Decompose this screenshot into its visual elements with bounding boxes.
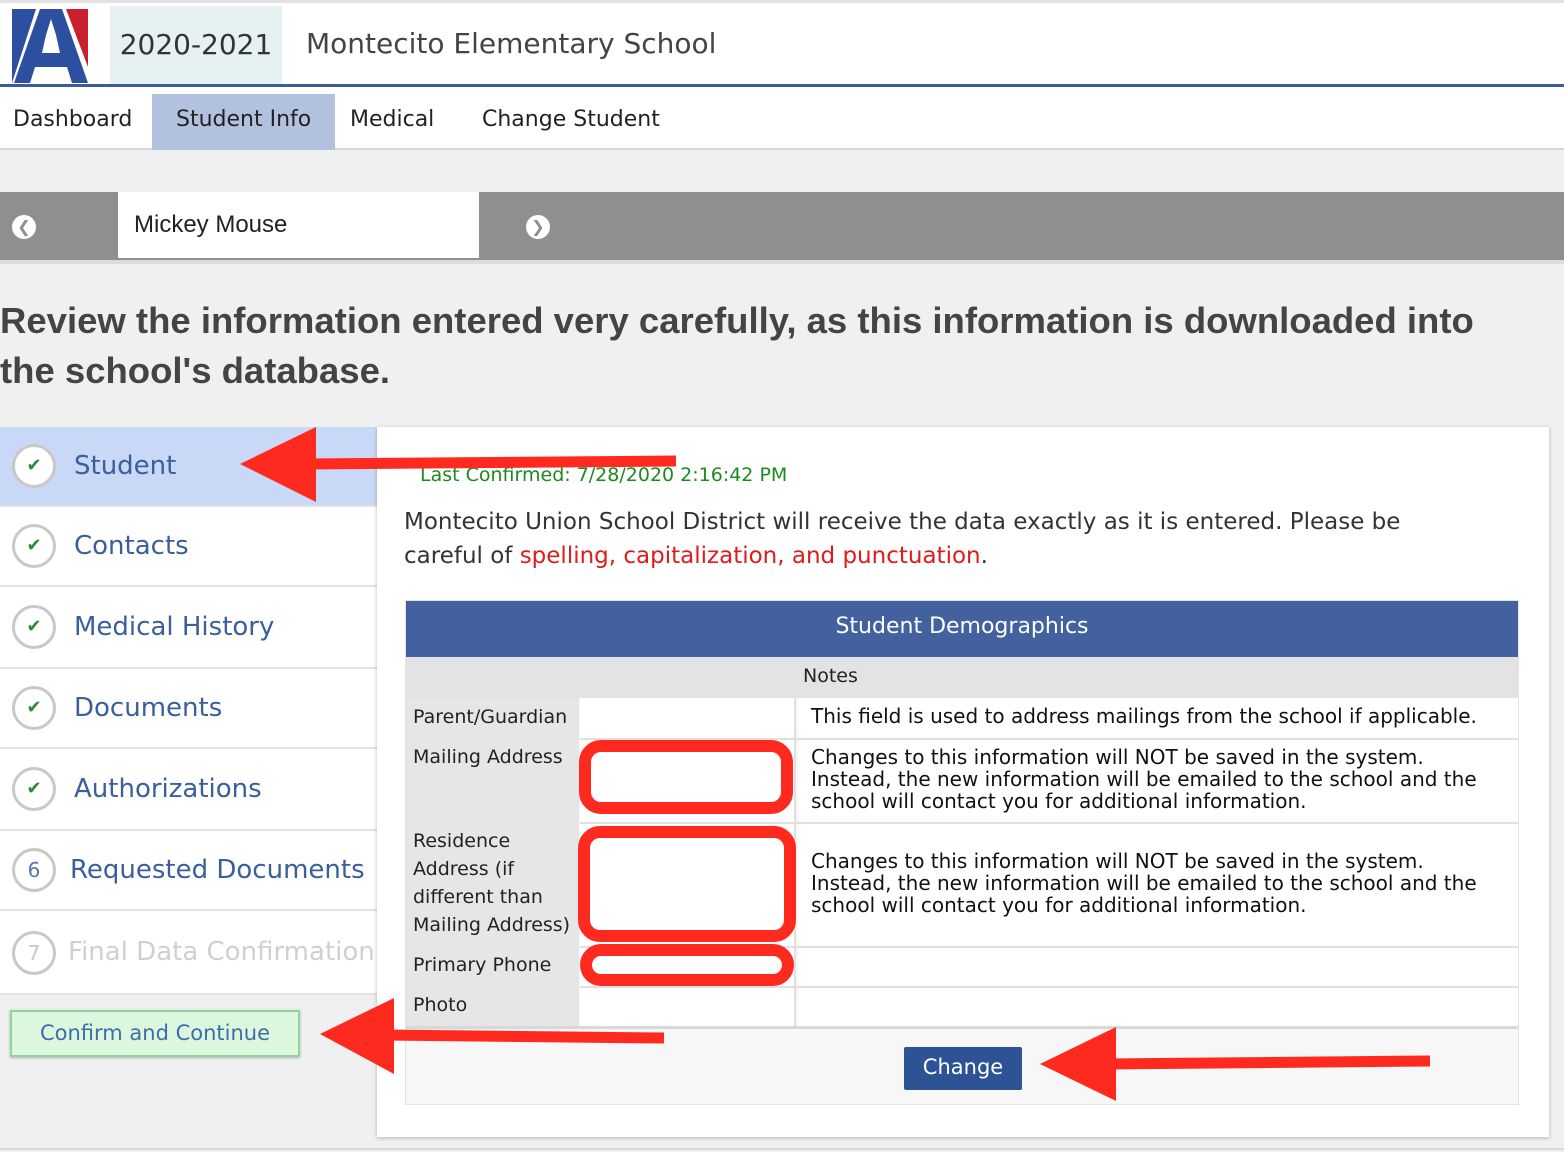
aeries-logo-icon[interactable]	[10, 7, 90, 83]
page-instructions: Review the information entered very carefully, as this information is downloaded into the school's database.	[0, 300, 1474, 391]
value-parent-guardian	[580, 698, 796, 738]
row-label-photo: Photo	[413, 994, 468, 1016]
student-name-dropdown[interactable]: Mickey Mouse	[118, 192, 479, 258]
step-student[interactable]	[0, 427, 379, 507]
school-name: Montecito Elementary School	[306, 27, 717, 60]
notes-column-header: Notes	[803, 665, 858, 687]
step-label: Medical History	[74, 612, 275, 642]
confirm-and-continue-button[interactable]: Confirm and Continue	[10, 1010, 300, 1057]
row-label-mailing-address: Mailing Address	[413, 746, 563, 768]
value-photo	[580, 988, 796, 1026]
intro-warning: spelling, capitalization, and punctuation	[519, 543, 981, 569]
main-nav	[0, 87, 1564, 150]
step-label: Final Data Confirmation	[68, 937, 375, 967]
check-icon: ✔	[12, 605, 56, 649]
check-icon: ✔	[12, 444, 56, 488]
step-contacts[interactable]	[0, 507, 379, 587]
nav-student-info[interactable]: Student Info	[152, 94, 335, 150]
intro-text	[404, 505, 1454, 573]
nav-dashboard[interactable]: Dashboard	[13, 107, 133, 132]
intro-main: Montecito Union School District will receive the data exactly as it is entered. Please be careful of	[404, 509, 1401, 569]
app-header	[0, 0, 1564, 86]
check-icon: ✔	[12, 767, 56, 811]
step-label: Authorizations	[74, 774, 262, 804]
step-label: Documents	[74, 693, 223, 723]
row-label-parent-guardian: Parent/Guardian	[413, 706, 568, 728]
redaction-mailing-address	[579, 740, 793, 814]
note-residence-address: Changes to this information will NOT be saved in the system. Instead, the new information will be emailed to the school and the school will contact you for additional information.	[798, 824, 1518, 946]
intro-end: .	[980, 543, 988, 569]
step-label: Student	[74, 451, 177, 481]
steps-sidebar	[0, 427, 379, 995]
table-title: Student Demographics	[406, 601, 1518, 657]
page-bottom-border	[0, 1148, 1564, 1150]
row-label-primary-phone: Primary Phone	[413, 954, 552, 976]
school-year[interactable]: 2020-2021	[110, 6, 282, 87]
step-label: Requested Documents	[70, 855, 365, 885]
note-mailing-address: Changes to this information will NOT be saved in the system. Instead, the new information will be emailed to the school and the school will contact you for additional information.	[798, 740, 1518, 822]
step-label: Contacts	[74, 531, 189, 561]
step-authorizations[interactable]	[0, 749, 379, 831]
step-final-data-confirmation	[0, 911, 379, 995]
step-requested-documents[interactable]	[0, 831, 379, 911]
redaction-residence-address	[578, 826, 796, 942]
notes-header-row	[406, 657, 1518, 698]
last-confirmed-text: Last Confirmed: 7/28/2020 2:16:42 PM	[420, 464, 788, 486]
note-photo	[798, 988, 1518, 1026]
step-medical-history[interactable]	[0, 587, 379, 669]
note-parent-guardian: This field is used to address mailings from the school if applicable.	[798, 698, 1518, 738]
nav-medical[interactable]: Medical	[350, 107, 435, 132]
check-icon: ✔	[12, 686, 56, 730]
arrow-right-circle-icon[interactable]: ❯	[526, 215, 550, 239]
student-selector	[0, 192, 1564, 260]
check-icon: ✔	[12, 524, 56, 568]
arrow-left-circle-icon[interactable]: ❮	[12, 215, 36, 239]
table-footer-divider	[406, 1026, 1518, 1029]
selector-shadow	[0, 260, 1564, 264]
step-number-badge: 7	[12, 931, 56, 975]
step-number-badge: 6	[12, 848, 56, 892]
note-primary-phone	[798, 948, 1518, 986]
change-button[interactable]: Change	[904, 1047, 1022, 1090]
step-documents[interactable]	[0, 669, 379, 749]
redaction-primary-phone	[580, 944, 794, 986]
row-label-residence-address: Residence Address (if different than Mailing Address)	[413, 830, 571, 936]
nav-change-student[interactable]: Change Student	[482, 107, 660, 132]
